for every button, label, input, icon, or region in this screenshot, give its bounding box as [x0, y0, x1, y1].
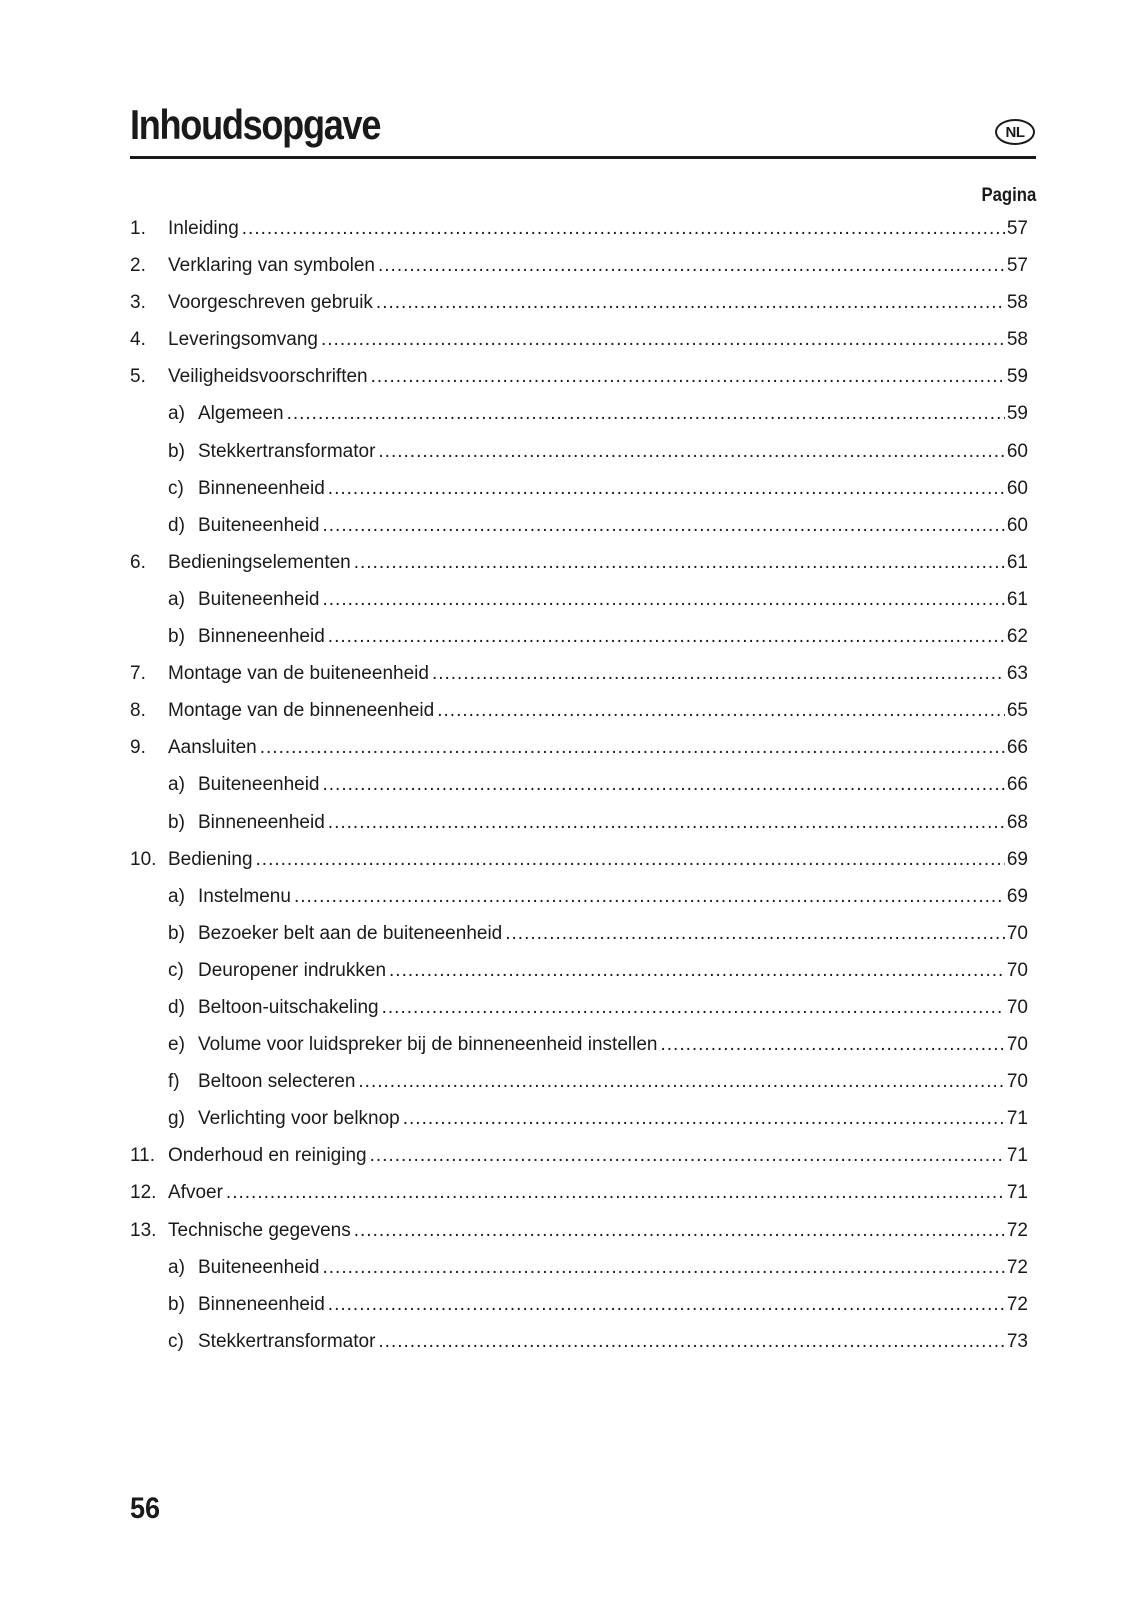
toc-entry-number: b)	[168, 922, 185, 944]
toc-entry-number: c)	[168, 1330, 184, 1352]
toc-entry-number: b)	[168, 440, 185, 462]
dot-leader	[358, 1071, 1004, 1093]
dot-leader	[323, 589, 1005, 611]
toc-entry[interactable]	[130, 255, 1028, 292]
toc-entry-number: 11.	[130, 1145, 156, 1167]
toc-entry[interactable]	[130, 737, 1028, 774]
toc-entry-number: 7.	[130, 663, 146, 685]
toc-entry[interactable]	[130, 515, 1028, 552]
toc-entry-number: d)	[168, 996, 185, 1018]
toc-entry[interactable]	[130, 700, 1028, 737]
dot-leader	[378, 1331, 1004, 1353]
dot-leader	[323, 515, 1005, 537]
toc-entry[interactable]	[130, 478, 1028, 515]
toc-entry-page: 69	[1006, 848, 1028, 870]
toc-entry-page: 69	[1006, 885, 1028, 907]
toc-entry[interactable]	[130, 366, 1028, 403]
toc-entry[interactable]	[130, 292, 1028, 329]
toc-entry-number: c)	[168, 477, 184, 499]
toc-entry-page: 57	[1006, 255, 1028, 277]
toc-entry-page: 63	[1006, 663, 1028, 685]
dot-leader	[370, 1145, 1005, 1167]
toc-entry[interactable]	[130, 1257, 1028, 1294]
toc-entry-label: Technische gegevens	[168, 1219, 351, 1241]
toc-entry-label: Bediening	[168, 848, 253, 870]
toc-entry-number: 1.	[130, 218, 146, 239]
toc-entry-label: Inleiding	[168, 218, 239, 239]
dot-leader	[432, 663, 1005, 685]
toc-entry[interactable]	[130, 774, 1028, 811]
toc-entry-number: 9.	[130, 737, 146, 759]
toc-entry-page: 57	[1006, 218, 1028, 239]
dot-leader	[294, 886, 1005, 908]
toc-entry-page: 59	[1006, 366, 1028, 388]
toc-entry-number: a)	[168, 403, 185, 425]
language-badge: NL	[995, 119, 1035, 145]
toc-entry-page: 68	[1006, 811, 1028, 833]
toc-entry-page: 59	[1006, 403, 1028, 425]
toc-entry-label: Stekkertransformator	[198, 1330, 376, 1352]
page-title: Inhoudsopgave	[130, 101, 381, 148]
dot-leader	[371, 366, 1005, 388]
toc-entry-label: Buiteneenheid	[198, 774, 320, 796]
toc-entry-number: e)	[168, 1034, 185, 1056]
toc-entry-number: 2.	[130, 255, 146, 277]
dot-leader	[376, 292, 1005, 314]
page-number: 56	[130, 1492, 161, 1525]
page-column-header: Pagina	[981, 185, 1036, 206]
toc-entry-page: 62	[1006, 626, 1028, 648]
dot-leader	[505, 923, 1005, 945]
dot-leader	[328, 626, 1005, 648]
toc-entry-label: Montage van de buiteneenheid	[168, 663, 429, 685]
toc-entry-page: 72	[1006, 1219, 1028, 1241]
toc-entry-number: c)	[168, 959, 184, 981]
dot-leader	[328, 478, 1005, 500]
toc-entry-page: 73	[1006, 1330, 1028, 1352]
toc-entry-label: Montage van de binneneenheid	[168, 700, 435, 722]
dot-leader	[256, 849, 1005, 871]
toc-entry-label: Leveringsomvang	[168, 329, 318, 351]
toc-entry-page: 71	[1006, 1145, 1028, 1167]
toc-entry-number: 13.	[130, 1219, 157, 1241]
toc-entry-label: Binneneenheid	[198, 811, 325, 833]
dot-leader	[323, 774, 1005, 796]
toc-entry-page: 61	[1006, 551, 1028, 573]
toc-entry[interactable]	[130, 1108, 1028, 1145]
toc-entry[interactable]	[130, 812, 1028, 849]
toc-entry[interactable]	[130, 849, 1028, 886]
toc-entry-label: Binneneenheid	[198, 1293, 325, 1315]
toc-entry-label: Buiteneenheid	[198, 1256, 320, 1278]
dot-leader	[437, 700, 1005, 722]
toc-entry-label: Afvoer	[168, 1182, 223, 1204]
toc-entry-page: 60	[1006, 477, 1028, 499]
toc-entry[interactable]	[130, 589, 1028, 626]
toc-entry-label: Binneneenheid	[198, 477, 325, 499]
toc-entry-number: 12.	[130, 1182, 157, 1204]
dot-leader	[226, 1182, 1005, 1204]
dot-leader	[260, 737, 1005, 759]
toc-entry[interactable]	[130, 1220, 1028, 1257]
toc-entry-label: Beltoon-uitschakeling	[198, 996, 379, 1018]
toc-entry-number: 5.	[130, 366, 146, 388]
dot-leader	[660, 1034, 1004, 1056]
dot-leader	[242, 218, 1005, 240]
toc-entry-number: d)	[168, 514, 185, 536]
toc-entry[interactable]	[130, 886, 1028, 923]
toc-entry[interactable]	[130, 552, 1028, 589]
toc-entry-label: Voorgeschreven gebruik	[168, 292, 373, 314]
toc-entry-page: 72	[1006, 1293, 1028, 1315]
toc-entry[interactable]	[130, 1145, 1028, 1182]
toc-entry-number: b)	[168, 626, 185, 648]
toc-entry-label: Deuropener indrukken	[198, 959, 387, 981]
dot-leader	[354, 1220, 1005, 1242]
dot-leader	[287, 403, 1005, 425]
toc-entry-page: 71	[1006, 1182, 1028, 1204]
toc-entry-label: Beltoon selecteren	[198, 1071, 356, 1093]
toc-entry-number: b)	[168, 811, 185, 833]
toc-entry-label: Verlichting voor belknop	[198, 1108, 400, 1130]
toc-entry-label: Buiteneenheid	[198, 514, 320, 536]
toc-entry[interactable]	[130, 218, 1028, 255]
dot-leader	[321, 329, 1005, 351]
dot-leader	[378, 255, 1005, 277]
dot-leader	[328, 812, 1005, 834]
toc-entry-number: 10.	[130, 848, 157, 870]
toc-entry-number: a)	[168, 885, 185, 907]
toc-entry-number: a)	[168, 1256, 185, 1278]
toc-entry-number: a)	[168, 774, 185, 796]
dot-leader	[354, 552, 1005, 574]
toc-entry-label: Binneneenheid	[198, 626, 325, 648]
toc-entry-page: 66	[1006, 774, 1028, 796]
toc-entry-page: 66	[1006, 737, 1028, 759]
toc-entry-label: Buiteneenheid	[198, 588, 320, 610]
toc-entry-page: 72	[1006, 1256, 1028, 1278]
toc-entry[interactable]	[130, 403, 1028, 440]
toc-entry-page: 65	[1006, 700, 1028, 722]
toc-entry[interactable]	[130, 663, 1028, 700]
dot-leader	[403, 1108, 1005, 1130]
toc-entry-page: 60	[1006, 440, 1028, 462]
toc-entry-page: 70	[1006, 959, 1028, 981]
toc-entry-label: Verklaring van symbolen	[168, 255, 375, 277]
toc-entry-label: Instelmenu	[198, 885, 291, 907]
toc-entry[interactable]	[130, 1294, 1028, 1331]
toc-entry-label: Volume voor luidspreker bij de binneneenheid instellen	[198, 1034, 658, 1056]
toc-entry[interactable]	[130, 626, 1028, 663]
toc-entry-label: Bezoeker belt aan de buiteneenheid	[198, 922, 503, 944]
toc-entry-number: f)	[168, 1071, 180, 1093]
toc-entry-number: a)	[168, 588, 185, 610]
toc-entry[interactable]	[130, 329, 1028, 366]
toc-entry-number: 8.	[130, 700, 146, 722]
toc-entry-number: 4.	[130, 329, 146, 351]
toc-entry[interactable]	[130, 1182, 1028, 1219]
toc-entry-page: 70	[1006, 996, 1028, 1018]
title-divider	[130, 156, 1036, 159]
toc-entry-number: g)	[168, 1108, 185, 1130]
toc-entry-number: 3.	[130, 292, 146, 314]
dot-leader	[323, 1257, 1005, 1279]
toc-entry[interactable]	[130, 923, 1028, 960]
toc-entry-label: Veiligheidsvoorschriften	[168, 366, 368, 388]
toc-entry-page: 60	[1006, 514, 1028, 536]
toc-entry-label: Onderhoud en reiniging	[168, 1145, 367, 1167]
toc-entry[interactable]	[130, 1331, 1028, 1368]
toc-entry-page: 71	[1006, 1108, 1028, 1130]
toc-entry[interactable]	[130, 960, 1028, 997]
toc-entry[interactable]	[130, 997, 1028, 1034]
toc-entry-page: 70	[1006, 1071, 1028, 1093]
toc-entry-page: 70	[1006, 922, 1028, 944]
toc-entry-number: b)	[168, 1293, 185, 1315]
table-of-contents	[130, 218, 1028, 1368]
dot-leader	[378, 441, 1004, 463]
toc-entry-page: 58	[1006, 329, 1028, 351]
toc-entry-page: 58	[1006, 292, 1028, 314]
toc-entry-page: 70	[1006, 1034, 1028, 1056]
dot-leader	[382, 997, 1005, 1019]
toc-entry[interactable]	[130, 441, 1028, 478]
toc-entry-label: Algemeen	[198, 403, 284, 425]
toc-entry-label: Stekkertransformator	[198, 440, 376, 462]
toc-entry-label: Bedieningselementen	[168, 551, 351, 573]
toc-entry-label: Aansluiten	[168, 737, 257, 759]
toc-entry-page: 61	[1006, 588, 1028, 610]
dot-leader	[389, 960, 1005, 982]
dot-leader	[328, 1294, 1005, 1316]
toc-entry[interactable]	[130, 1071, 1028, 1108]
toc-entry-number: 6.	[130, 551, 146, 573]
toc-entry[interactable]	[130, 1034, 1028, 1071]
